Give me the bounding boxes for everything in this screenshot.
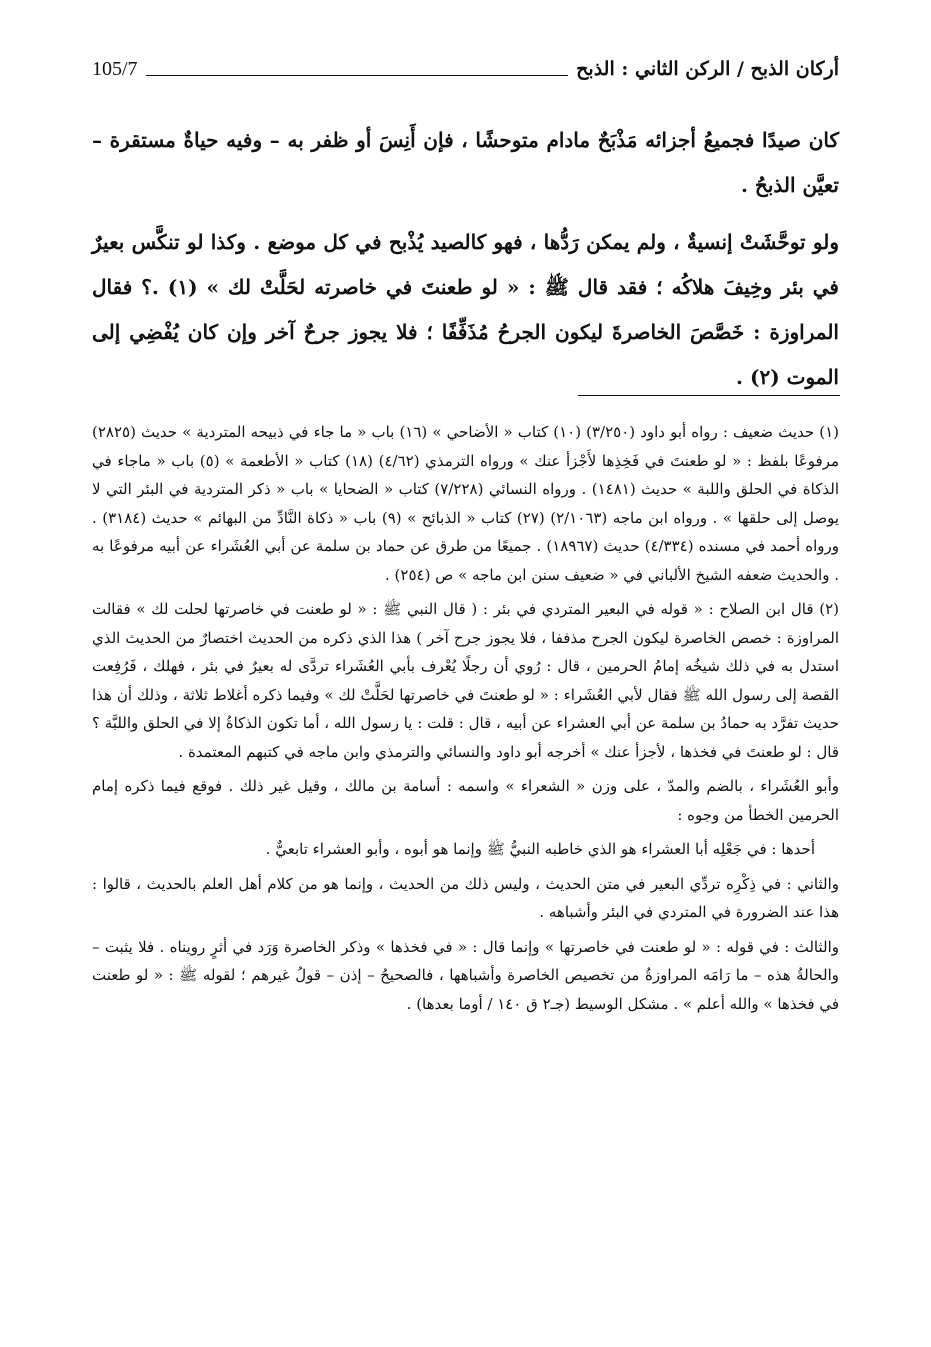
footnote-paragraph: أحدها : في جَعْلِه أبا العشراء هو الذي خاطبه النبيُّ ﷺ وإنما هو أبوه ، وأبو العشراء تابعيٌّ . xyxy=(265,840,815,858)
footnote-paragraph: والثالث : في قوله : « لو طعنت في خاصرتها » وإنما قال : « في فخذها » وذكر الخاصرة وَرَد في أثرٍ رويناه . فلا يثبت – والحالةُ هذه – ما رَامَه المراوزةُ من تخصيص الخاصرة وأشباهها ، فالصحيحُ – إذن – قولُ غيرهم ؛ لقوله ﷺ : « لو طعنت في فخذها » والله أعلم » . مشكل الوسيط (جـ٢ ق ١٤٠ / أوما بعدها) . xyxy=(92,937,839,1013)
main-text xyxy=(92,118,839,412)
footnote-2: (٢) قال ابن الصلاح : « قوله في البعير المتردي في بئر : ( قال النبي ﷺ : « لو طعنت في خاصرتها لحلت لك » فقالت المراوزة : خصص الخاصرة ليكون الجرح مذففا ، فلا يجوز جرح آخر ) هذا الذي ذكره من الحديث اختصارٌ من الحديث الذي استدل به في ذلك شيخُه إمامُ الحرمين ، قال : رُوي أن رجلًا يُعْرف بأبي العُشَراء تردَّى له بعيرٌ في بئر ، فهلك ، فَرُفِعت القصة إلى رسول الله ﷺ فقال لأبي العُشَراء : « لو طعنتَ في خاصرتها لحَلَّتْ لك » وفيما ذكره أغلاط ثلاثة ، وذلك أن هذا حديث تفرَّد به حمادُ بن سلمة عن أبي العشراء عن أبيه ، قال : قلت : يا رسول الله ، أما تكون الذكاةُ إلا في الحلق واللبَّة ؟ قال : لو طعنتَ في فخذها ، لأجزأ عنك » أخرجه أبو داود والنسائي والترمذي وابن ماجه في كتبهم المعتمدة . xyxy=(92,600,839,761)
running-title: أركان الذبح / الركن الثاني : الذبح xyxy=(576,58,839,80)
page-header xyxy=(92,54,839,84)
footnote-1: (١) حديث ضعيف : رواه أبو داود (٣/٢٥٠) (١٠) كتاب « الأضاحي » (١٦) باب « ما جاء في ذبيحه المتردية » حديث (٢٨٢٥) مرفوعًا بلفظ : « لو طعنتَ في فَخِذِها لأَجْزأ عنك » ورواه الترمذي (٤/٦٢) (١٨) كتاب « الأطعمة » (٥) باب « ماجاء في الذكاة في الحلق واللبة » حديث (١٤٨١) . ورواه النسائي (٧/٢٢٨) كتاب « الضحايا » باب « ذكر المتردية في البئر التي لا يوصل إلى حلقها » . ورواه ابن ماجه (٢/١٠٦٣) (٢٧) كتاب « الذبائح » (٩) باب « ذكاة النَّادِّ من البهائم » حديث (٣١٨٤) . ورواه أحمد في مسنده (٤/٣٣٤) حديث (١٨٩٦٧) . جميعًا من طرق عن حماد بن سلمة عن أبي العُشَراء عن أبيه مرفوعًا به . والحديث ضعفه الشيخ الألباني في « ضعيف سنن ابن ماجه » ص (٢٥٤) . xyxy=(92,423,840,584)
page-number: 105/7 xyxy=(92,57,138,80)
footnotes xyxy=(92,418,839,1024)
footnote-paragraph: وأبو العُشَراء ، بالضم والمدّ ، على وزن « الشعراء » واسمه : أسامة بن مالك ، وقيل غير ذلك . فوقع فيما ذكره إمام الحرمين الخطأ من وجوه : xyxy=(92,777,839,824)
footnote-paragraph: والثاني : في ذِكْرِه تردِّي البعير في متن الحديث ، وليس ذلك من الحديث ، وإنما هو من كلام أهل العلم بالحديث ، قالوا : هذا عند الضرورة في المتردي في البئر وأشباهه . xyxy=(92,874,839,921)
main-paragraph: ولو توحَّشَتْ إنسيةٌ ، ولم يمكن رَدُّها ، فهو كالصيد يُذْبح في كل موضع . وكذا لو تنكَّس بعيرٌ في بئر وخِيفَ هلاكُه ؛ فقد قال ﷺ : « لو طعنتَ في خاصرته لحَلَّتْ لك » (١) .؟ فقال المراوزة : خَصَّصَ الخاصرةَ ليكون الجرحُ مُذَفِّفًا ؛ فلا يجوز جرحٌ آخر وإن كان يُفْضِي إلى الموت (٢) . xyxy=(92,230,839,389)
footnote-separator xyxy=(578,395,840,396)
main-paragraph: كان صيدًا فجميعُ أجزائه مَذْبَحٌ مادام متوحشًا ، فإن أَنِسَ أو ظفر به – وفيه حياةٌ مستقرة – تعيَّن الذبحُ . xyxy=(92,128,839,197)
header-rule xyxy=(146,75,569,76)
